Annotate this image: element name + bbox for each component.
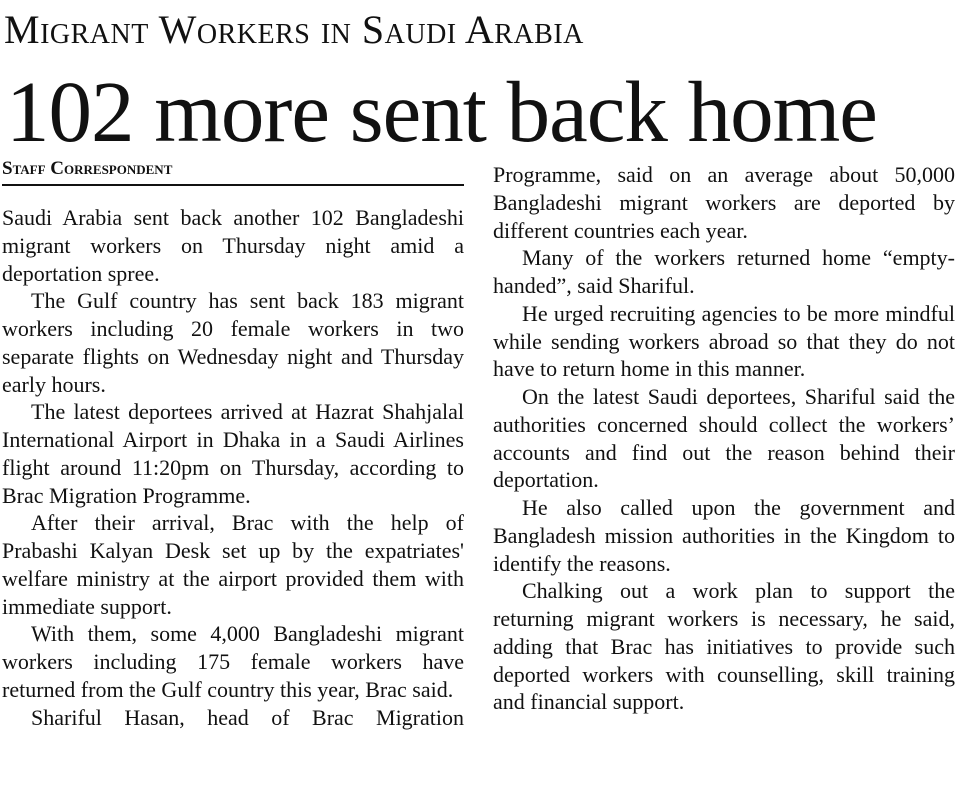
paragraph: Saudi Arabia sent back another 102 Bangladeshi migrant workers on Thursday night amid a deportation spree. [2,205,464,286]
paragraph: The latest deportees arrived at Hazrat Shahjalal International Airport in Dhaka in a Saudi Airlines flight around 11:20pm on Thursday, according to Brac Migration Programme. [2,399,464,508]
byline: Staff Correspondent [2,156,464,186]
paragraph: Many of the workers returned home “empty-handed”, said Shariful. [493,245,955,298]
article-column-2 [493,161,955,716]
section-kicker: Migrant Workers in Saudi Arabia [4,7,584,52]
paragraph: The Gulf country has sent back 183 migrant workers including 20 female workers in two separate flights on Wednesday night and Thursday early hours. [2,288,464,397]
article-headline: 102 more sent back home [6,63,877,160]
paragraph: Chalking out a work plan to support the returning migrant workers is necessary, he said, adding that Brac has initiatives to provide such deported workers with counselling, skill training and financial support. [493,578,955,715]
paragraph: Shariful Hasan, head of Brac Migration [31,704,464,730]
paragraph: He urged recruiting agencies to be more mindful while sending workers abroad so that they do not have to return home in this manner. [493,300,955,382]
paragraph: Programme, said on an average about 50,000 Bangladeshi migrant workers are deported by different countries each year. [493,162,955,243]
paragraph: After their arrival, Brac with the help of Prabashi Kalyan Desk set up by the expatriates' welfare ministry at the airport provided them with immediate support. [2,510,464,619]
article-column-1 [2,204,464,731]
paragraph: On the latest Saudi deportees, Shariful said the authorities concerned should collect the workers’ accounts and find out the reason behind their deportation. [493,384,955,493]
paragraph: He also called upon the government and Bangladesh mission authorities in the Kingdom to identify the reasons. [493,495,955,576]
paragraph: With them, some 4,000 Bangladeshi migrant workers including 175 female workers have returned from the Gulf country this year, Brac said. [2,621,464,702]
